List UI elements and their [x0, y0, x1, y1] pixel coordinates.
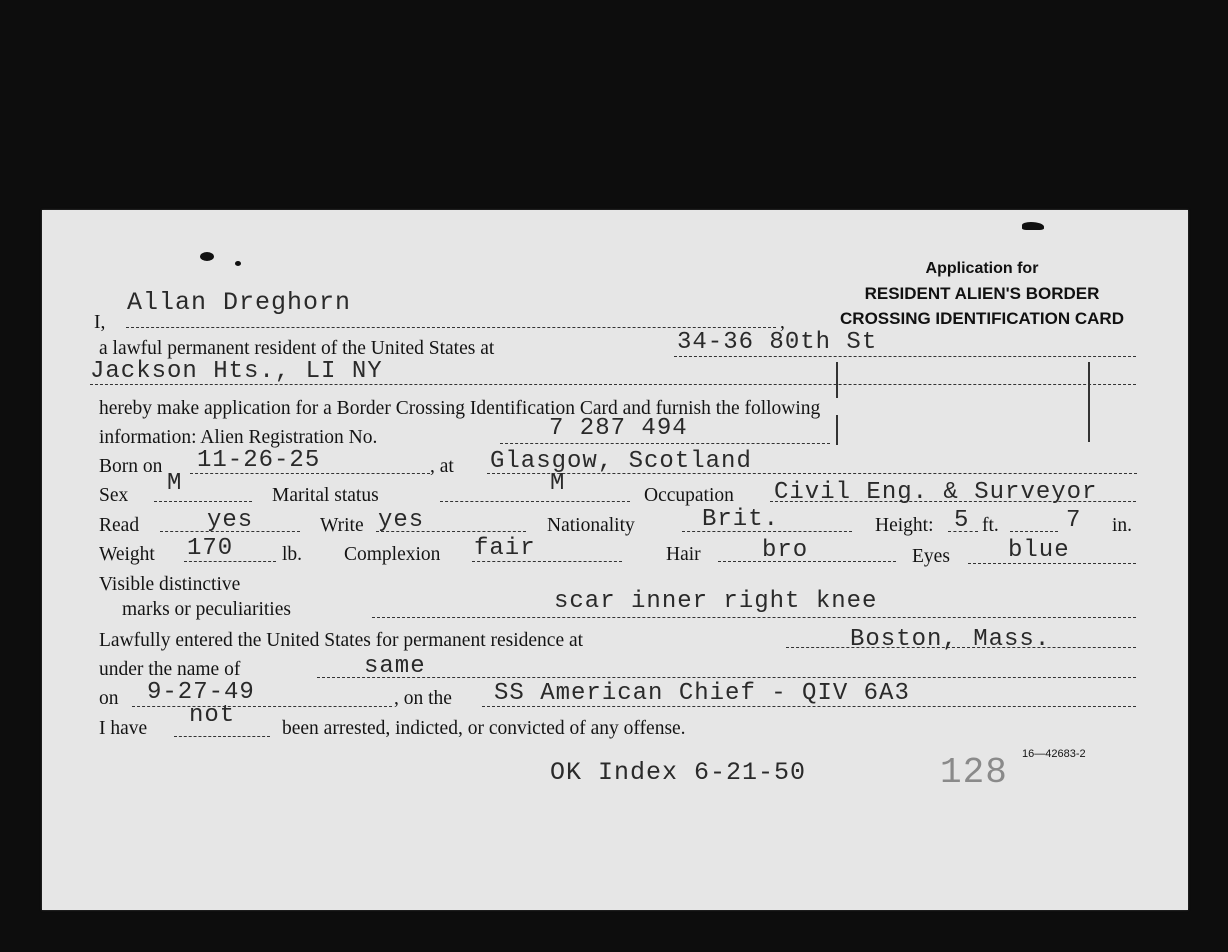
arrest-line [174, 736, 270, 737]
vessel-value: SS American Chief - QIV 6A3 [494, 680, 910, 707]
marks-line [372, 617, 1136, 618]
ink-smudge [235, 261, 241, 266]
marks-value: scar inner right knee [554, 588, 878, 615]
form-number: 16—42683-2 [1022, 748, 1086, 760]
height-in-line [1010, 531, 1058, 532]
label-eyes: Eyes [912, 546, 950, 567]
label-lawful-resident: a lawful permanent resident of the United States at [99, 338, 495, 359]
mark [836, 362, 838, 398]
mark [836, 415, 838, 445]
label-lawfully-entered: Lawfully entered the United States for permanent residence at [99, 630, 584, 651]
address-line1 [674, 356, 1136, 357]
read-value: yes [207, 507, 254, 534]
label-weight: Weight [99, 544, 155, 565]
form-title-line3: CROSSING IDENTIFICATION CARD [840, 309, 1124, 328]
form-title-line2: RESIDENT ALIEN'S BORDER [864, 284, 1100, 303]
label-i-have: I have [99, 718, 148, 739]
entry-port-value: Boston, Mass. [850, 626, 1051, 653]
entry-date-value: 9-27-49 [147, 679, 255, 706]
occupation-value: Civil Eng. & Surveyor [774, 479, 1098, 506]
label-hair: Hair [666, 544, 701, 565]
ink-smudge [200, 252, 214, 261]
arrest-status-value: not [189, 702, 236, 729]
label-at: , at [430, 456, 454, 477]
label-marital-status: Marital status [272, 485, 379, 506]
nationality-value: Brit. [702, 506, 780, 533]
sex-value: M [167, 470, 183, 497]
index-note: OK Index 6-21-50 [550, 758, 807, 787]
label-on: on [99, 688, 119, 709]
label-born-on: Born on [99, 456, 163, 477]
applicant-name: Allan Dreghorn [127, 288, 352, 317]
label-hereby: hereby make application for a Border Crossing Identification Card and furnish the following [99, 398, 821, 419]
label-height: Height: [875, 515, 934, 536]
label-read: Read [99, 515, 140, 536]
height-in-value: 7 [1066, 507, 1082, 534]
weight-value: 170 [187, 535, 234, 562]
label-nationality: Nationality [547, 515, 635, 536]
address-street: 34-36 80th St [677, 329, 878, 356]
label-on-the: , on the [394, 688, 452, 709]
form-title-line1: Application for [925, 260, 1039, 277]
label-complexion: Complexion [344, 544, 441, 565]
label-i: I, [94, 312, 106, 333]
label-in: in. [1112, 515, 1133, 536]
entry-name-line [317, 677, 1136, 678]
complexion-value: fair [474, 535, 536, 562]
name-line [126, 327, 776, 328]
alien-registration-no: 7 287 494 [549, 415, 688, 442]
label-ft: ft. [982, 515, 999, 536]
marital-line [440, 501, 630, 502]
address-city: Jackson Hts., LI NY [90, 358, 383, 385]
birthplace: Glasgow, Scotland [490, 448, 752, 475]
stamp-number: 128 [940, 752, 1008, 793]
sex-line [154, 501, 252, 502]
birth-date: 11-26-25 [197, 447, 321, 474]
label-sex: Sex [99, 485, 129, 506]
hair-value: bro [762, 537, 809, 564]
label-comma: , [780, 312, 785, 333]
mark [1088, 362, 1090, 442]
label-marks: marks or peculiarities [122, 599, 291, 620]
entry-name-value: same [364, 653, 426, 680]
label-lb: lb. [282, 544, 303, 565]
marital-status-value: M [550, 470, 566, 497]
label-write: Write [320, 515, 364, 536]
height-ft-value: 5 [954, 507, 970, 534]
eyes-value: blue [1008, 537, 1070, 564]
label-visible-distinctive: Visible distinctive [99, 574, 241, 595]
registration-line [500, 443, 830, 444]
label-occupation: Occupation [644, 485, 734, 506]
label-information: information: Alien Registration No. [99, 427, 378, 448]
write-value: yes [378, 507, 425, 534]
border-crossing-application-card [42, 210, 1188, 910]
label-been-arrested: been arrested, indicted, or convicted of any offense. [282, 718, 686, 739]
ink-smudge [1022, 222, 1044, 230]
entry-date-line [132, 706, 392, 707]
label-under-name: under the name of [99, 659, 241, 680]
